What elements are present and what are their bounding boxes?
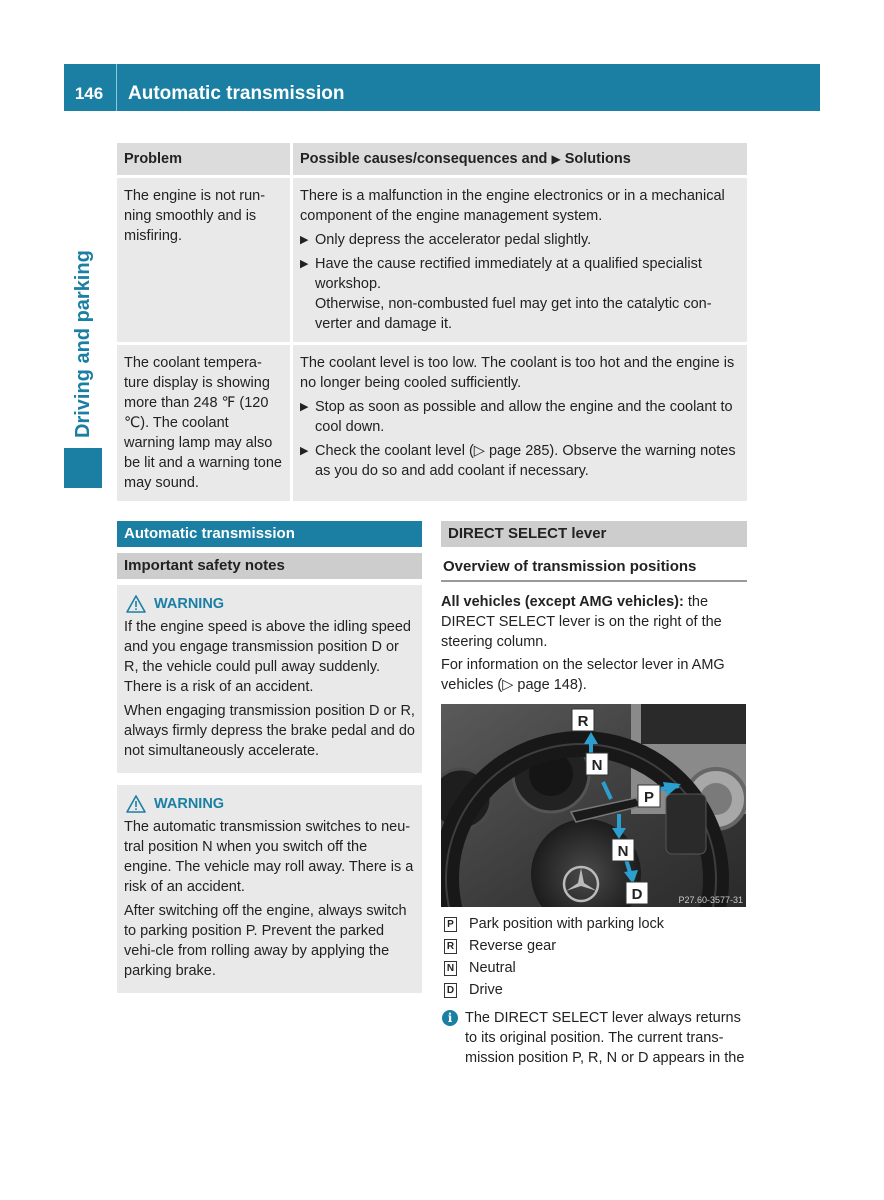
position-r-label: R bbox=[577, 713, 589, 730]
solution-cell bbox=[292, 344, 748, 502]
cause-text: There is a malfunction in the engine electronics or in a mechanical component of the engine management system. bbox=[300, 188, 725, 224]
cause-text: The coolant level is too low. The coolant is too hot and the engine is no longer being cooled sufficiently. bbox=[300, 355, 735, 391]
right-column bbox=[441, 521, 747, 1068]
steering-wheel-illustration bbox=[441, 704, 746, 907]
amg-paragraph: For information on the selector lever in AMG vehicles (▷ page 148). bbox=[441, 657, 725, 693]
warning-box bbox=[117, 585, 422, 773]
warning-title bbox=[124, 594, 415, 614]
all-vehicles-text: the DIRECT SELECT lever is on the right of the steering column. bbox=[441, 594, 722, 650]
list-item bbox=[300, 397, 740, 437]
warning-title bbox=[124, 794, 415, 814]
bullet-arrow-icon: ▶ bbox=[300, 258, 309, 270]
warning-label: WARNING bbox=[154, 796, 225, 812]
page-number: 146 bbox=[74, 84, 104, 103]
column-header-problem: Problem bbox=[117, 143, 292, 177]
column-header-causes bbox=[292, 143, 748, 177]
list-item bbox=[300, 230, 740, 250]
page-header bbox=[64, 64, 820, 111]
list-item bbox=[441, 958, 747, 978]
legend-text: Reverse gear bbox=[469, 938, 557, 954]
key-box: P bbox=[444, 917, 457, 932]
key-box: D bbox=[444, 983, 457, 998]
page-title: Automatic transmission bbox=[128, 83, 345, 104]
table-row bbox=[117, 344, 747, 502]
section-title: Automatic transmission bbox=[117, 521, 422, 547]
causes-header-label: Possible causes/consequences and bbox=[300, 151, 548, 167]
bullet-arrow-icon: ▶ bbox=[300, 445, 309, 457]
position-p-label: P bbox=[643, 789, 655, 806]
table-header-row bbox=[117, 143, 747, 177]
section-label: Driving and parking bbox=[72, 250, 94, 438]
warning-paragraph: The automatic transmission switches to neu-tral position N when you switch off the engine. The vehicle may roll away. There is a risk of an accident. bbox=[124, 819, 414, 895]
list-item bbox=[441, 936, 747, 956]
overview-title: Overview of transmission positions bbox=[441, 553, 747, 582]
legend-text: Neutral bbox=[469, 960, 516, 976]
warning-paragraph: If the engine speed is above the idling speed and you engage transmission position D or R, the vehicle could pull away suddenly. There is a risk of an accident. bbox=[124, 619, 411, 695]
key-box: R bbox=[444, 939, 457, 954]
warning-paragraph: After switching off the engine, always switch to parking position P. Prevent the parked vehi-cle from rolling away by applying the parking brake. bbox=[124, 903, 407, 979]
problem-table bbox=[117, 143, 747, 501]
warning-triangle-icon bbox=[126, 595, 146, 613]
list-item bbox=[441, 980, 747, 1000]
list-item bbox=[441, 914, 747, 934]
all-vehicles-paragraph bbox=[441, 592, 747, 652]
list-item bbox=[300, 254, 740, 334]
step-text: Only depress the accelerator pedal slightly. bbox=[315, 232, 592, 248]
section-sidebar bbox=[64, 140, 102, 488]
solution-cell bbox=[292, 177, 748, 344]
warning-label: WARNING bbox=[154, 596, 225, 612]
warning-box bbox=[117, 785, 422, 993]
step-text: Check the coolant level (▷ page 285). Observe the warning notes as you do so and add coolant if necessary. bbox=[315, 443, 736, 479]
warning-triangle-icon bbox=[126, 795, 146, 813]
all-vehicles-label: All vehicles (except AMG vehicles): bbox=[441, 594, 684, 610]
warning-paragraph: When engaging transmission position D or R, always firmly depress the brake pedal and do not simultaneously accelerate. bbox=[124, 703, 415, 759]
header-divider bbox=[116, 64, 117, 111]
subsection-title: Important safety notes bbox=[117, 553, 422, 579]
steering-wheel-photo bbox=[441, 704, 746, 907]
left-column bbox=[117, 521, 422, 993]
legend-text: Drive bbox=[469, 982, 503, 998]
photo-code: P27.60-3577-31 bbox=[678, 895, 743, 905]
step-main: Have the cause rectified immediately at a qualified specialist workshop. bbox=[315, 256, 702, 292]
step-text: Stop as soon as possible and allow the engine and the coolant to cool down. bbox=[315, 399, 733, 435]
step-text bbox=[315, 254, 740, 334]
info-note bbox=[441, 1008, 747, 1068]
table-row bbox=[117, 177, 747, 344]
position-n-label: N bbox=[591, 757, 603, 774]
solution-arrow-icon: ▶ bbox=[551, 152, 561, 166]
section-tab-marker bbox=[64, 448, 102, 488]
legend-list bbox=[441, 914, 747, 1000]
section-title: DIRECT SELECT lever bbox=[441, 521, 747, 547]
legend-text: Park position with parking lock bbox=[469, 916, 665, 932]
info-text: The DIRECT SELECT lever always returns to its original position. The current trans-mission position P, R, N or D appears in the bbox=[465, 1010, 745, 1066]
problem-cell: The coolant tempera-ture display is showing more than 248 ℉ (120 ℃). The coolant warning lamp may also be lit and a warning tone may sound. bbox=[117, 344, 292, 502]
solutions-header-label: Solutions bbox=[564, 151, 631, 167]
list-item bbox=[300, 441, 740, 481]
position-n2-label: N bbox=[617, 843, 629, 860]
info-icon: i bbox=[442, 1010, 458, 1026]
problem-cell: The engine is not run-ning smoothly and is misfiring. bbox=[117, 177, 292, 344]
step-note: Otherwise, non-combusted fuel may get into the catalytic con-verter and damage it. bbox=[315, 296, 712, 332]
position-d-label: D bbox=[631, 886, 643, 903]
bullet-arrow-icon: ▶ bbox=[300, 401, 309, 413]
key-box: N bbox=[444, 961, 457, 976]
bullet-arrow-icon: ▶ bbox=[300, 234, 309, 246]
